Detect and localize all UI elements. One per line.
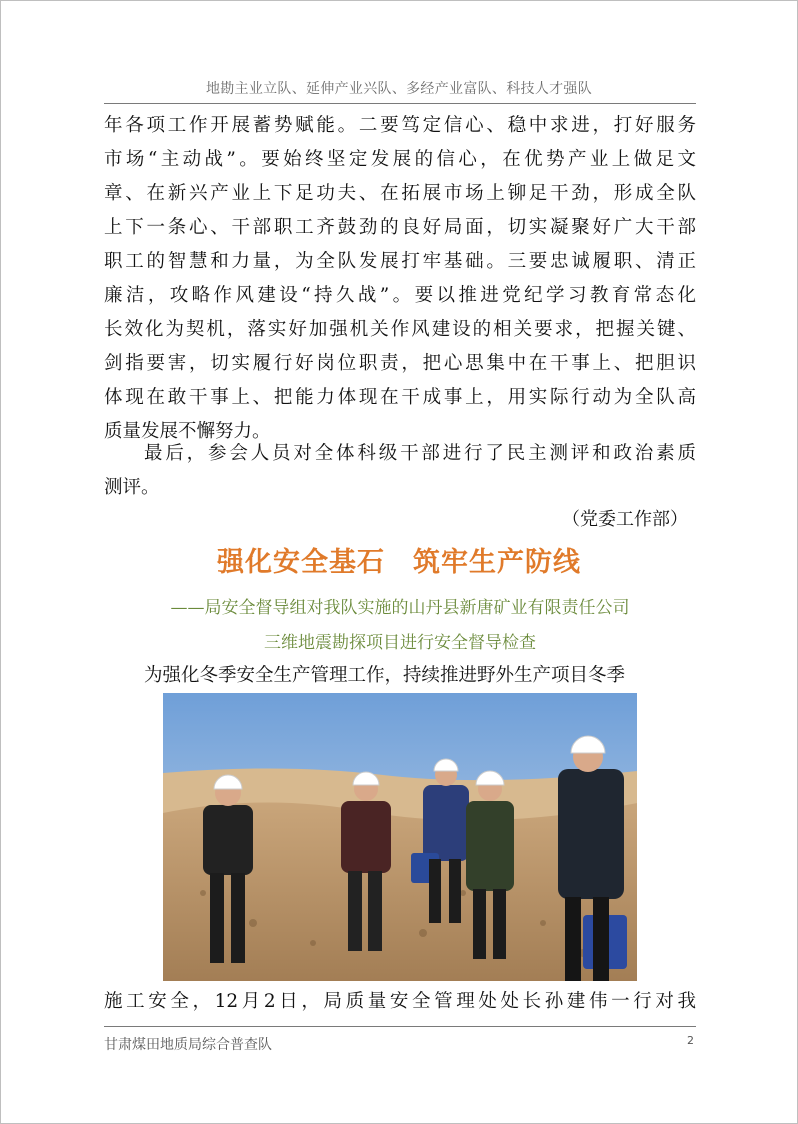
body-line: 廉洁，攻略作风建设“持久战”。要以推进党纪学习教育常态化	[104, 285, 696, 306]
body-line: 最后，参会人员对全体科级干部进行了民主测评和政治素质	[144, 443, 696, 464]
body-line: 质量发展不懈努力。	[104, 421, 271, 442]
body-line: 长效化为契机，落实好加强机关作风建设的相关要求，把握关键、	[104, 319, 696, 340]
body-line: 体现在敢干事上、把能力体现在干成事上，用实际行动为全队高	[104, 387, 696, 408]
running-header: 地勘主业立队、延伸产业兴队、多经产业富队、科技人才强队	[205, 81, 593, 97]
footer-rule	[104, 1026, 696, 1027]
article-subtitle-line1: ——局安全督导组对我队实施的山丹县新唐矿业有限责任公司	[170, 598, 630, 618]
inspection-photo	[163, 693, 637, 981]
body-line: 测评。	[104, 477, 160, 498]
body-line: 上下一条心、干部职工齐鼓劲的良好局面，切实凝聚好广大干部	[104, 217, 696, 238]
body-line: 剑指要害，切实履行好岗位职责，把心思集中在干事上、把胆识	[104, 353, 696, 374]
signature: （党委工作部）	[562, 509, 688, 530]
article2-after-photo-line: 施工安全，12月2日，局质量安全管理处处长孙建伟一行对我	[104, 991, 696, 1012]
body-line: 年各项工作开展蓄势赋能。二要笃定信心、稳中求进，打好服务	[104, 115, 696, 136]
page-number: 2	[687, 1034, 694, 1047]
article-title: 强化安全基石 筑牢生产防线	[217, 547, 581, 578]
article1-closing	[104, 437, 696, 505]
footer-organization: 甘肃煤田地质局综合普查队	[104, 1037, 272, 1053]
article1-body	[104, 109, 696, 449]
body-line: 职工的智慧和力量，为全队发展打牢基础。三要忠诚履职、清正	[104, 251, 696, 272]
body-line: 市场“主动战”。要始终坚定发展的信心，在优势产业上做足文	[104, 149, 696, 170]
article2-intro-line: 为强化冬季安全生产管理工作，持续推进野外生产项目冬季	[144, 665, 626, 686]
header-rule	[104, 103, 696, 104]
body-line: 章、在新兴产业上下足功夫、在拓展市场上铆足干劲，形成全队	[104, 183, 696, 204]
article-subtitle-line2: 三维地震勘探项目进行安全督导检查	[264, 633, 536, 653]
